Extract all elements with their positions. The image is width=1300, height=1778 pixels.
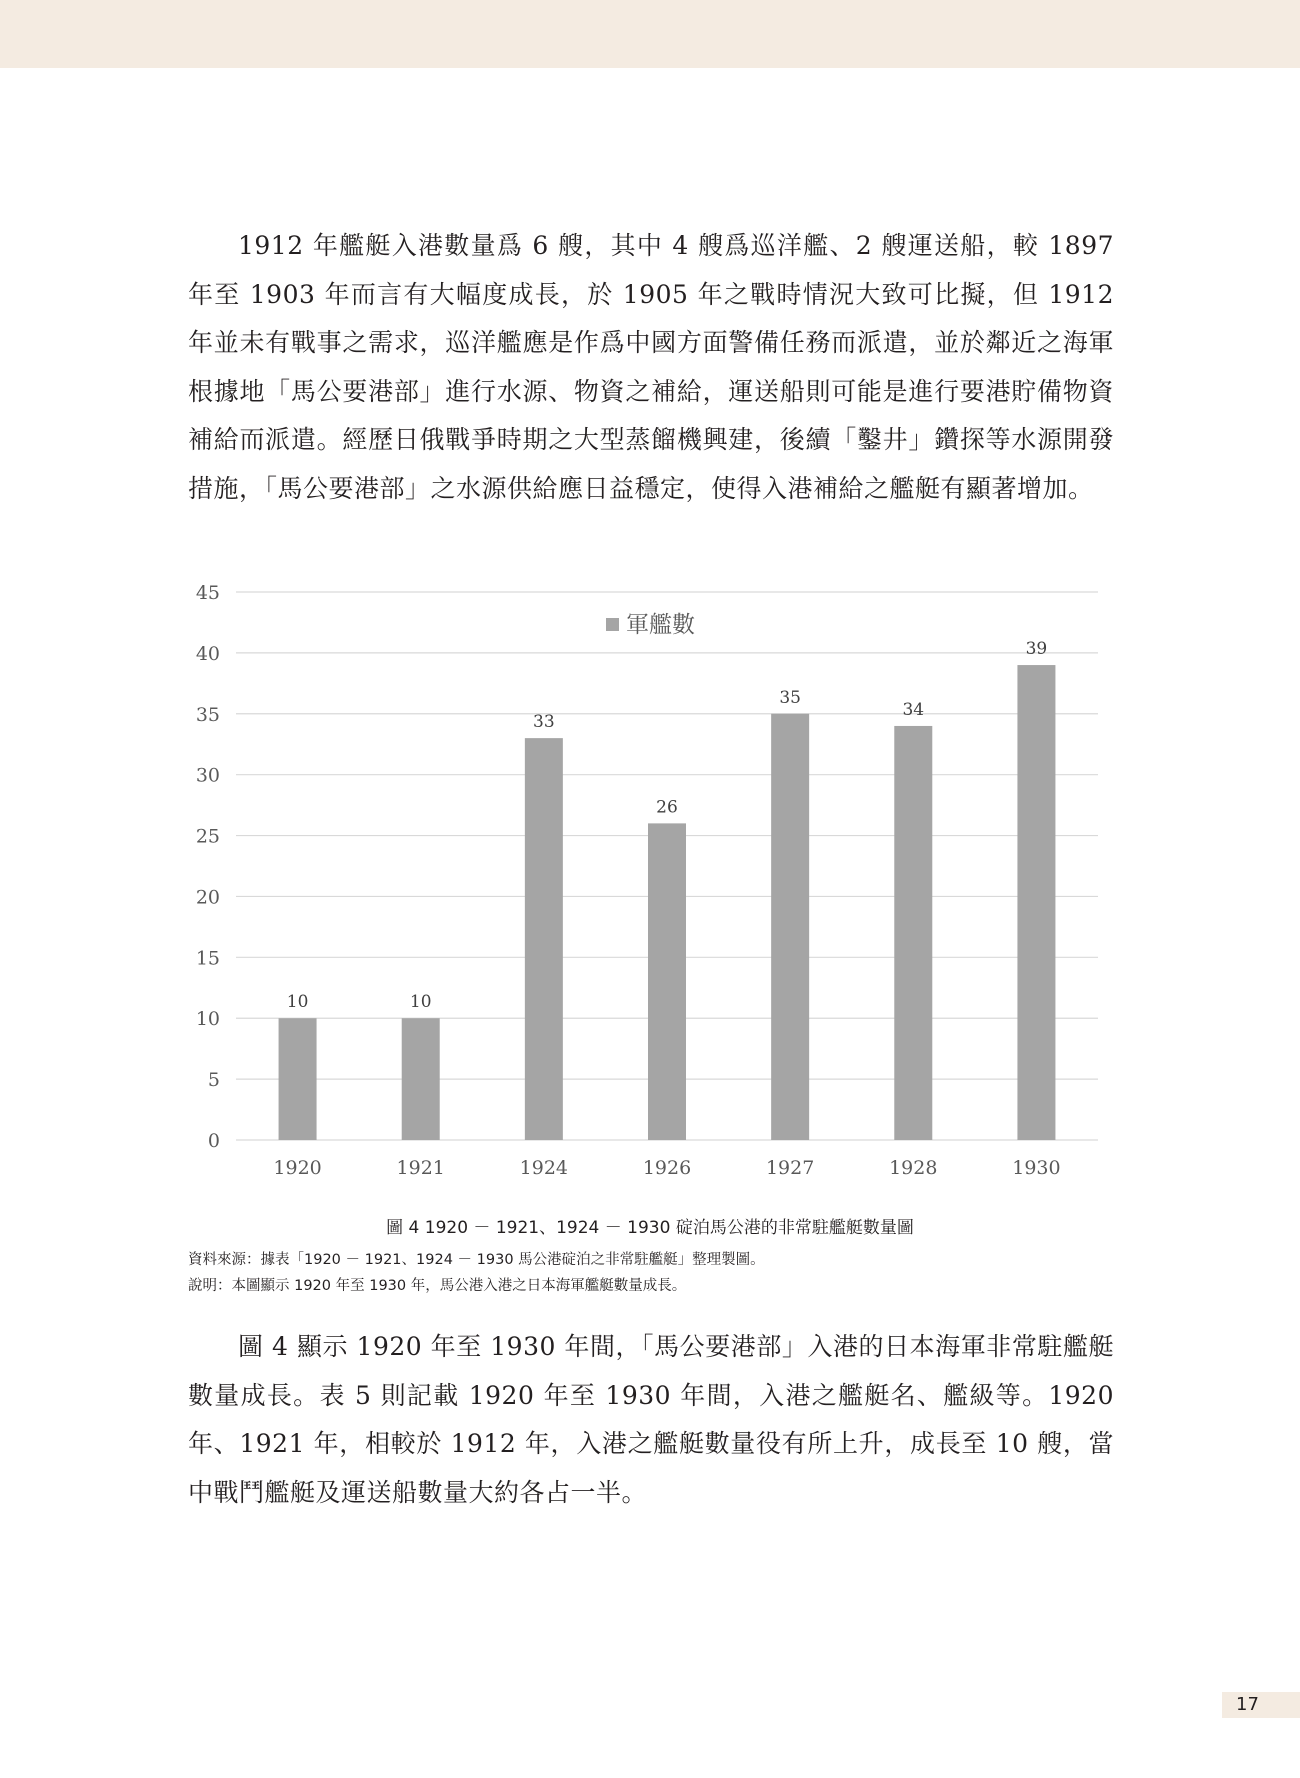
data-label: 34: [902, 699, 925, 720]
bar-1921: [402, 1018, 440, 1140]
intro-paragraph: 1912 年艦艇入港數量爲 6 艘，其中 4 艘爲巡洋艦、2 艘運送船，較 1897 年至 1903 年而言有大幅度成長，於 1905 年之戰時情況大致可比擬，但 1912 年並未有戰事之需求，巡洋艦應是作爲中國方面警備任務而派遣，並於鄰近之海軍根據地「馬公要港部」進行水源、物資之補給，運送船則可能是進行要港貯備物資補給而派遣。經歷日俄戰爭時期之大型蒸餾機興建，後續「鑿井」鑽探等水源開發措施，「馬公要港部」之水源供給應日益穩定，使得入港補給之艦艇有顯著增加。: [188, 231, 1114, 503]
data-label: 10: [409, 992, 432, 1013]
figure-source-note: 資料來源：據表「1920 － 1921、1924 － 1930 馬公港碇泊之非常駐艦艇」整理製圖。: [188, 1252, 765, 1268]
data-label: 26: [656, 797, 678, 818]
y-tick-label: 45: [195, 582, 220, 604]
y-tick-label: 15: [195, 947, 220, 970]
header-band: [0, 0, 1300, 68]
x-tick-label: 1926: [642, 1157, 692, 1179]
bar-1930: [1017, 665, 1055, 1140]
y-tick-label: 5: [207, 1069, 220, 1092]
bars: [279, 665, 1056, 1140]
x-tick-label: 1928: [889, 1157, 938, 1179]
x-tick-label: 1927: [765, 1157, 815, 1179]
bar-1927: [771, 714, 809, 1140]
x-tick-label: 1930: [1012, 1157, 1061, 1179]
x-axis-ticks: [273, 1157, 1060, 1179]
data-label: 39: [1025, 639, 1048, 660]
x-tick-label: 1921: [396, 1157, 445, 1179]
warship-count-chart: [180, 570, 1120, 1190]
legend-label: 軍艦數: [626, 612, 695, 638]
y-tick-label: 40: [195, 642, 220, 665]
data-label: 10: [286, 992, 309, 1013]
bar-1928: [894, 726, 932, 1140]
data-label: 35: [779, 687, 801, 708]
figure-caption: 圖 4 1920 － 1921、1924 － 1930 碇泊馬公港的非常駐艦艇數量圖: [386, 1218, 914, 1238]
y-tick-label: 10: [195, 1008, 220, 1031]
y-tick-label: 20: [195, 886, 220, 909]
y-tick-label: 0: [207, 1130, 220, 1152]
bar-1924: [525, 738, 563, 1140]
y-tick-label: 30: [195, 764, 220, 787]
bar-1926: [648, 823, 686, 1140]
bar-1920: [279, 1018, 317, 1140]
x-tick-label: 1924: [519, 1157, 569, 1179]
page-number: 17: [1222, 1692, 1300, 1718]
legend-swatch: [606, 618, 619, 631]
legend: [606, 612, 695, 638]
y-tick-label: 25: [195, 825, 220, 848]
y-axis-ticks: [196, 582, 220, 1152]
figure-description-note: 說明：本圖顯示 1920 年至 1930 年，馬公港入港之日本海軍艦艇數量成長。: [188, 1278, 687, 1294]
x-tick-label: 1920: [273, 1157, 322, 1179]
data-label: 33: [533, 712, 555, 733]
y-tick-label: 35: [195, 703, 220, 726]
analysis-paragraph: 圖 4 顯示 1920 年至 1930 年間，「馬公要港部」入港的日本海軍非常駐艦艇數量成長。表 5 則記載 1920 年至 1930 年間，入港之艦艇名、艦級等。1920 年、1921 年，相較於 1912 年，入港之艦艇數量役有所上升，成長至 10 艘，當中戰鬥艦艇及運送船數量大約各占一半。: [188, 1332, 1114, 1507]
